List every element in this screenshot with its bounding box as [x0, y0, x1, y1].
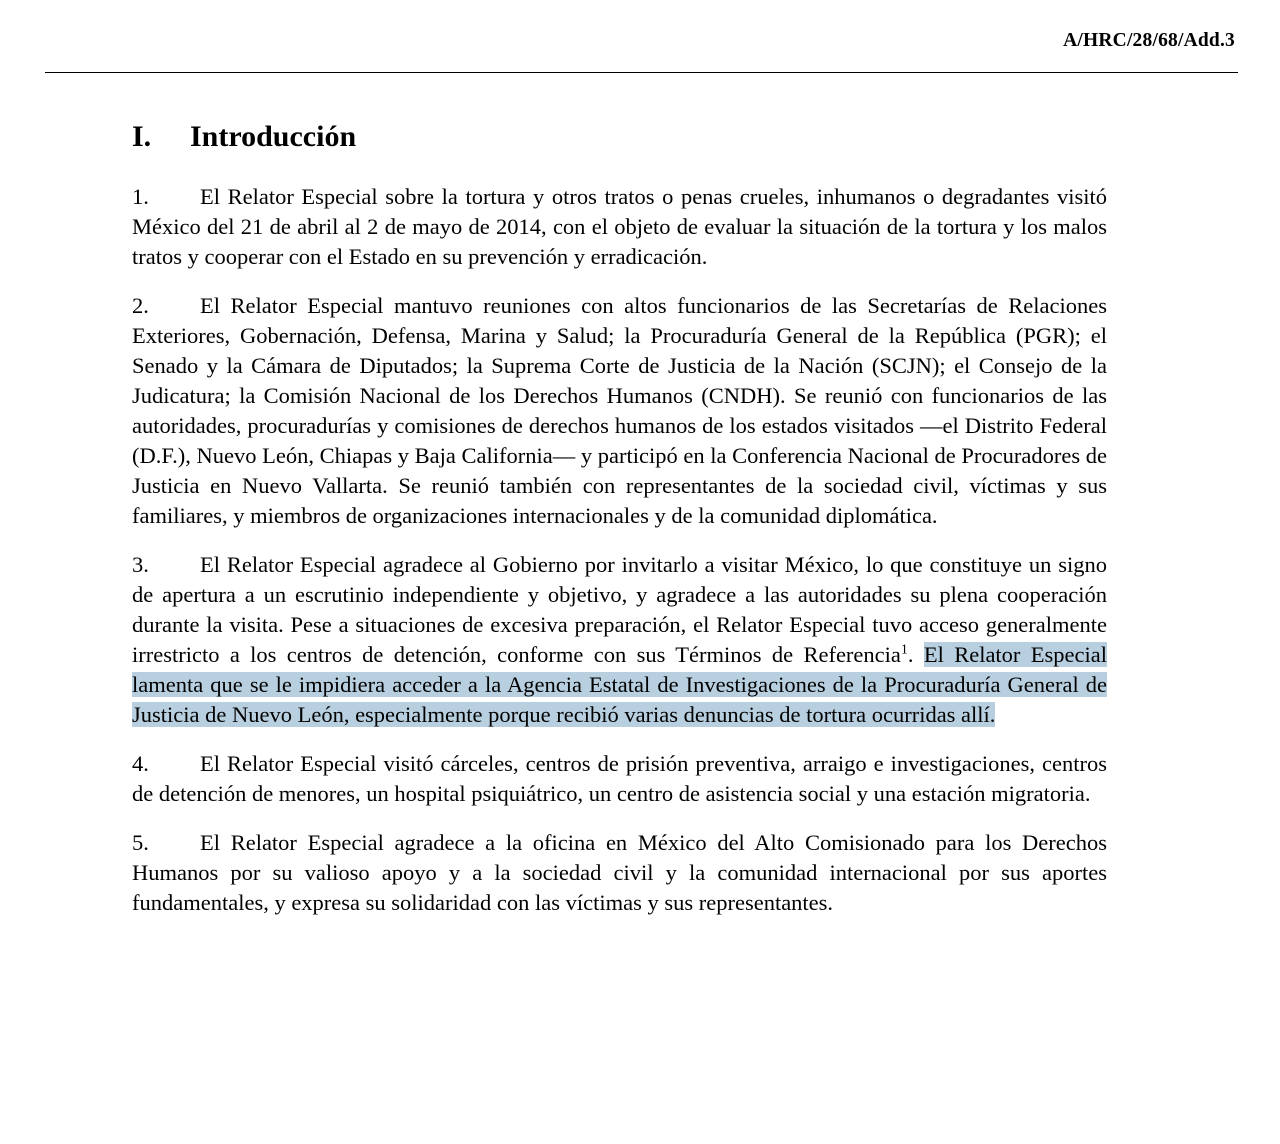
paragraph-number: 1.	[132, 184, 149, 209]
section-title: Introducción	[190, 120, 357, 153]
footnote-marker[interactable]: 1	[900, 642, 908, 658]
paragraph-3	[132, 550, 1107, 730]
paragraph-1	[132, 182, 1107, 272]
paragraph-text: El Relator Especial agradece al Gobierno por invitarlo a visitar México, lo que constituye un signo de apertura a un escrutinio independiente y objetivo, y agradece a las autoridades su plena cooperación durante la visita. Pese a situaciones de excesiva preparación, el Relator Especial tuvo acceso generalmente irrestricto a los centros de detención, conforme con sus Términos de Referencia	[132, 552, 1107, 667]
section-number: I.	[132, 120, 152, 153]
paragraph-text-continued: .	[907, 642, 924, 667]
page-header	[45, 30, 1235, 75]
header-divider	[45, 72, 1238, 73]
paragraph-text: El Relator Especial agradece a la oficina en México del Alto Comisionado para los Derechos Humanos por su valioso apoyo y a la sociedad civil y la comunidad internacional por sus aportes fundamentales, y expresa su solidaridad con las víctimas y sus representantes.	[132, 830, 1107, 915]
document-body	[132, 120, 1107, 918]
paragraph-text: El Relator Especial sobre la tortura y otros tratos o penas crueles, inhumanos o degradantes visitó México del 21 de abril al 2 de mayo de 2014, con el objeto de evaluar la situación de la tortura y los malos tratos y cooperar con el Estado en su prevención y erradicación.	[132, 184, 1107, 269]
paragraph-number: 2.	[132, 293, 149, 318]
paragraph-number: 3.	[132, 552, 149, 577]
section-heading	[132, 120, 1107, 154]
highlighted-text: El Relator Especial lamenta que se le impidiera acceder a la Agencia Estatal de Investigaciones de la Procuraduría General de Justicia de Nuevo León, especialmente porque recibió varias denuncias de tortura ocurridas allí.	[132, 642, 1107, 727]
document-symbol: A/HRC/28/68/Add.3	[1063, 30, 1235, 51]
paragraph-5	[132, 828, 1107, 918]
paragraph-text: El Relator Especial mantuvo reuniones con altos funcionarios de las Secretarías de Relaciones Exteriores, Gobernación, Defensa, Marina y Salud; la Procuraduría General de la República (PGR); el Senado y la Cámara de Diputados; la Suprema Corte de Justicia de la Nación (SCJN); el Consejo de la Judicatura; la Comisión Nacional de los Derechos Humanos (CNDH). Se reunió con funcionarios de las autoridades, procuradurías y comisiones de derechos humanos de los estados visitados —el Distrito Federal (D.F.), Nuevo León, Chiapas y Baja California— y participó en la Conferencia Nacional de Procuradores de Justicia en Nuevo Vallarta. Se reunió también con representantes de la sociedad civil, víctimas y sus familiares, y miembros de organizaciones internacionales y de la comunidad diplomática.	[132, 293, 1107, 528]
paragraph-number: 5.	[132, 830, 149, 855]
paragraph-4	[132, 749, 1107, 809]
paragraph-2	[132, 291, 1107, 531]
paragraph-text: El Relator Especial visitó cárceles, centros de prisión preventiva, arraigo e investigaciones, centros de detención de menores, un hospital psiquiátrico, un centro de asistencia social y una estación migratoria.	[132, 751, 1107, 806]
paragraph-number: 4.	[132, 751, 149, 776]
